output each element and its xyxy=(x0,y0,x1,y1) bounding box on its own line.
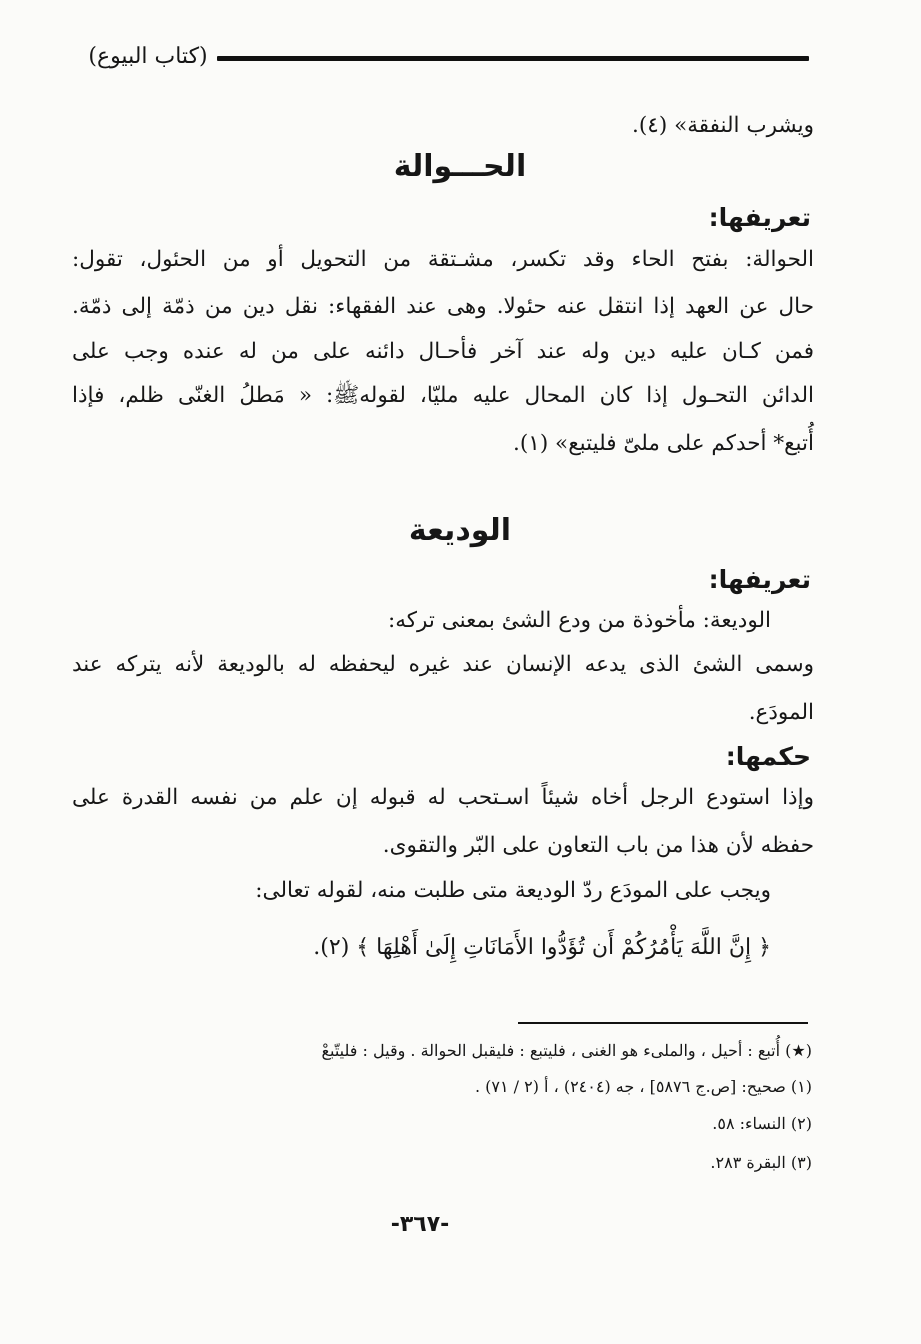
footnote-3: (٣) البقرة ٢٨٣. xyxy=(710,1153,812,1172)
footnote-star: (★) أُتبع : أحيل ، والملىء هو الغنى ، فليتبع : فليقبل الحوالة . وقيل : فليتّبعْ xyxy=(321,1041,812,1060)
page-number: -٣٦٧- xyxy=(390,1212,450,1237)
hawala-line-2: حال عن العهد إذا انتقل عنه حئولا. وهى عند الفقهاء: نقل دين من ذمّة إلى ذمّة. xyxy=(72,294,814,319)
hawala-line-3: فمن كـان عليه دين وله عند آخر فأحـال دائنه على من له عنده وجب على xyxy=(72,339,814,364)
wadia-ruling-line-2: حفظه لأن هذا من باب التعاون على البّر والتقوى. xyxy=(382,833,814,858)
footnote-separator xyxy=(518,1022,808,1024)
footnote-1: (١) صحيح: [ص.ج ٥٨٧٦] ، جه (٢٤٠٤) ، أ (٢ / ٧١) . xyxy=(474,1077,812,1096)
wadia-definition-line-1: الوديعة: مأخوذة من ودع الشئ بمعنى تركه: xyxy=(388,608,771,633)
hawala-definition-heading: تعريفها: xyxy=(708,203,811,232)
wadia-ruling-line-3: ويجب على المودَع ردّ الوديعة متى طلبت منه، لقوله تعالى: xyxy=(255,878,771,903)
hawala-line-5: أُتبع* أحدكم على ملىّ فليتبع» (١). xyxy=(513,431,814,456)
header-rule xyxy=(217,56,809,61)
footnote-2: (٢) النساء: ٥٨. xyxy=(712,1114,812,1133)
running-header-title: (كتاب البيوع) xyxy=(88,44,208,69)
wadia-ruling-heading: حكمها: xyxy=(725,742,811,771)
section-title-hawala: الحـــوالة xyxy=(393,149,527,184)
hawala-line-1: الحوالة: بفتح الحاء وقد تكسر، مشـتقة من التحويل أو من الحئول، تقول: xyxy=(72,247,814,272)
section-title-wadia: الوديعة xyxy=(408,513,512,548)
wadia-definition-heading: تعريفها: xyxy=(708,565,811,594)
wadia-definition-line-3: المودَع. xyxy=(748,700,814,725)
hawala-line-4: الدائن التحـول إذا كان المحال عليه مليّا، لقولهﷺ: « مَطلُ الغنّى ظلم، فإذا xyxy=(72,383,814,408)
wadia-definition-line-2: وسمى الشئ الذى يدعه الإنسان عند غيره ليحفظه له بالوديعة لأنه يتركه عند xyxy=(72,652,814,677)
wadia-ruling-line-1: وإذا استودع الرجل أخاه شيئاً اسـتحب له قبوله إن علم من نفسه القدرة على xyxy=(72,785,814,810)
intro-line: ويشرب النفقة» (٤). xyxy=(632,113,814,138)
quran-verse: ﴿ إِنَّ اللَّهَ يَأْمُرُكُمْ أَن تُؤَدُّوا الأَمَانَاتِ إِلَىٰ أَهْلِهَا ﴾ (٢). xyxy=(313,935,771,960)
